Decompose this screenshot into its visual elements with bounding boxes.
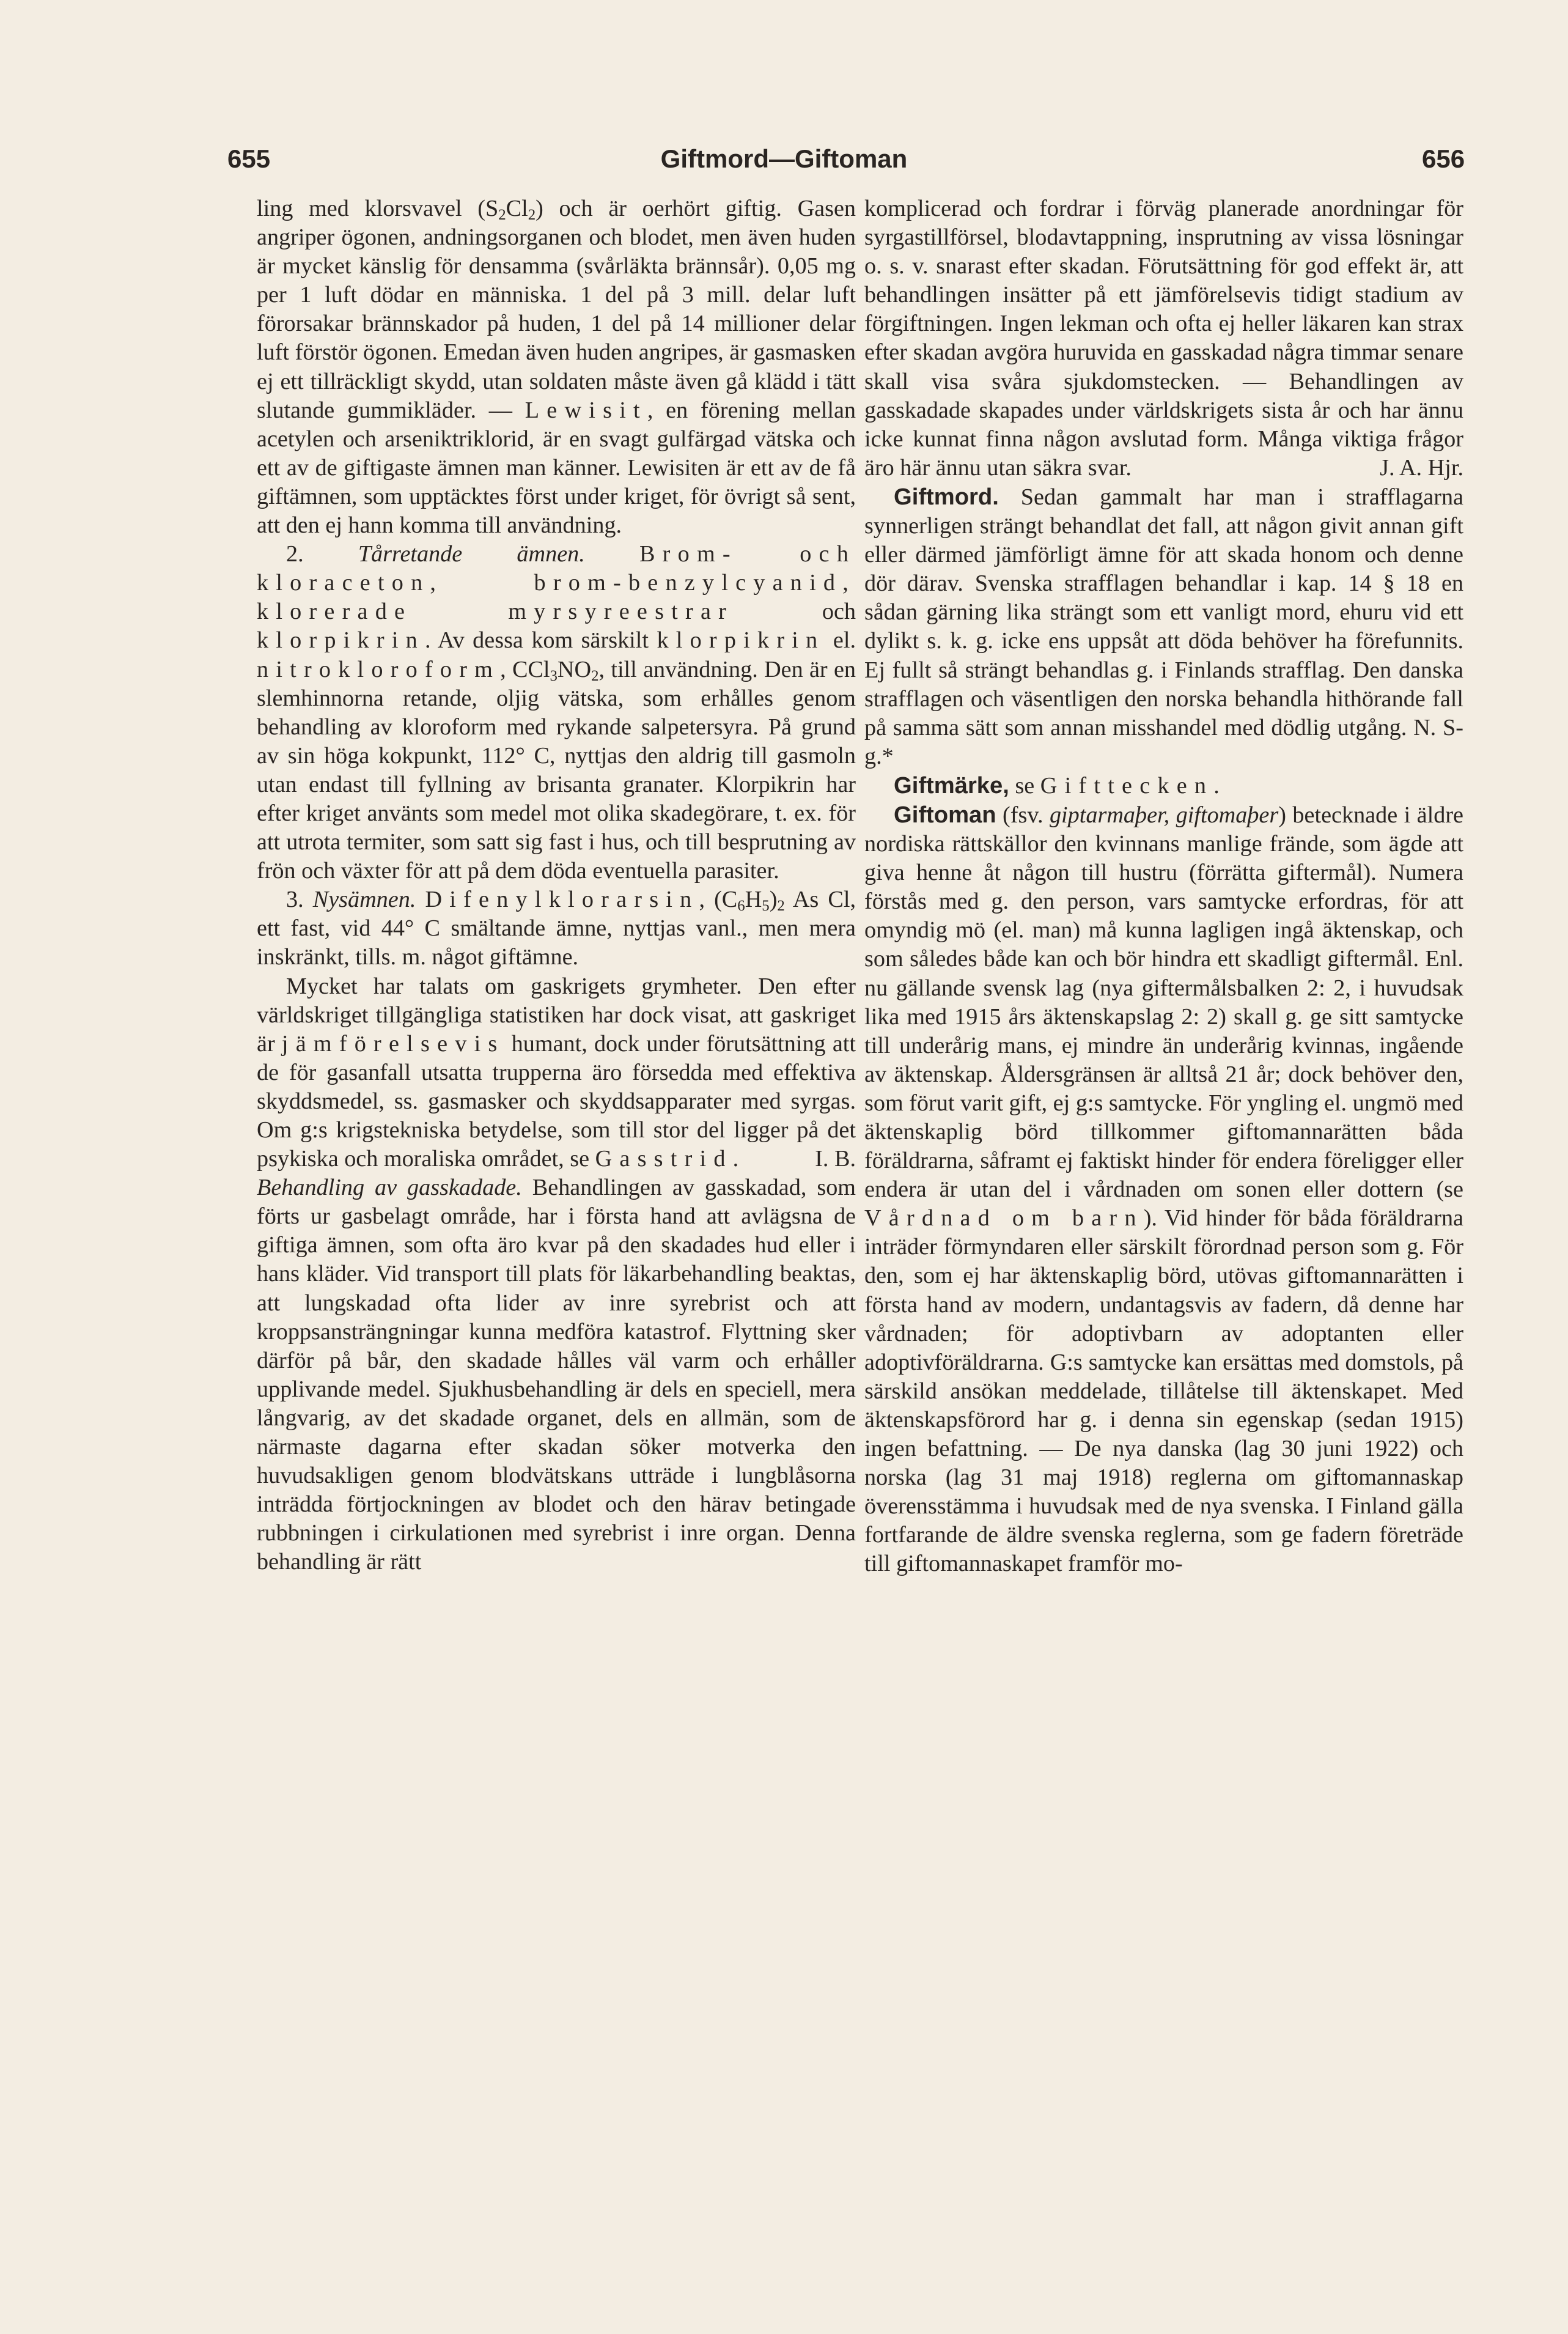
author-signature-nsg: N. S-g.* <box>864 714 1463 769</box>
entry-giftmord: Giftmord. Sedan gammalt har man i strafflagarna synnerligen strängt behandlat det fall, att någon givit annan gift eller därmed jämförligt ämne för att skada honom och denne dör därav. Svenska strafflagen behandlar i kap. 14 § 18 en sådan gärning lika strängt som ett vanligt mord, ehuru vid ett dylikt s. k. g. icke ens uppsåt att döda behöver ha förefunnits. Ej fullt så strängt behandlas g. i Finlands strafflag. Den danska strafflagen och väsentligen den norska behandla hithörande fall på samma sätt som annan misshandel med dödlig utgång. N. S-g.* <box>864 483 1463 769</box>
entry-giftoman: Giftoman (fsv. giptarmaþer, giftomaþer) betecknade i äldre nordiska rättskällor den kvinnans manlige frände, som ägde att giva henne åt någon till hustru (förrätta giftermål). Numera förstås med g. den person, vars samtycke erfordras, för att omyndig mö (el. man) må kunna lagligen ingå äktenskap, och som således både kan och bör hindra ett skadligt giftermål. Enl. nu gällande svensk lag (nya giftermålsbalken 2: 2, i huvudsak lika med 1915 års äktenskapslag 2: 2) skall g. ge sitt samtycke till underårig mans, ej mindre än underårig kvinnas, ingående av äktenskap. Åldersgränsen är alltså 21 år; dock behöver den, som förut varit gift, ej g:s samtycke. För yngling el. ungmö med äktenskaplig börd tillkommer giftomannarätten båda föräldrarna, såframt ej faktiskt hinder för endera föreligger eller endera är utan del i vårdnaden om sonen eller dottern (se Vårdnad om barn). Vid hinder för båda föräldrarna inträder förmyndaren eller särskilt förordnad person som g. För den, som ej har äktenskaplig börd, utövas giftomannarätten i första hand av modern, undantagsvis av fadern, då denne har vårdnaden; för adoptivbarn av adoptanten eller adoptivföräldrarna. G:s samtycke kan ersättas med domstols, på särskild ansökan meddelade, tillåtelse till äktenskapet. Med äktenskapsförord har g. i denna sin egenskap (sedan 1915) ingen befattning. — De nya danska (lag 30 juni 1922) och norska (lag 31 maj 1918) reglerna om giftomannaskap överensstämma i huvudsak med de nya svenska. I Finland gälla fortfarande de äldre svenska reglerna, som ge fadern företräde till giftomannaskapet framför mo- <box>864 801 1464 1577</box>
paragraph-gas-injury-treatment: Behandling av gasskadade. Behandlingen av gasskadad, som förts ur gasbelagt område, har i första hand att avlägsna de giftiga ämnen, som ofta äro kvar på den skadades hud eller i hans kläder. Vid transport till plats för läkarbehandling beaktas, att lungskadad ofta lider av inre syrebrist och att kroppsansträngningar kunna medföra katastrof. Flyttning sker därför på bår, den skadade hålles väl varm och erhåller upplivande medel. Sjukhusbehandling är dels en speciell, mera långvarig, av det skadade organet, dels en allmän, som de närmaste dagarna efter skadan söker motverka den huvudsakligen genom blodvätskans utträde i lungblåsorna inträdda förtjockningen av blodet och den härav betingade rubbningen i cirkulationen med syrebrist i inre organ. Denna behandling är rätt <box>257 1175 856 1575</box>
left-column <box>257 194 856 1577</box>
paragraph-treatment-continued: komplicerad och fordrar i förväg planerade anordningar för syrgastillförsel, blodavtappning, insprutning av vissa lösningar o. s. v. snarast efter skadan. Förutsättning för god effekt är, att behandlingen insätter på ett jämförelsevis tidigt stadium av förgiftningen. Ingen lekman och ofta ej heller läkaren kan strax efter skadan avgöra huruvida en gasskadad några timmar senare skall visa svåra sjukdomstecken. — Behandlingen av gasskadade skapades under världskrigets sista år och har ännu icke kunnat finna någon avslutad form. Många viktiga frågor äro här ännu utan säkra svar. J. A. Hjr. <box>864 194 1463 482</box>
headword-giftmord: Giftmord. <box>894 483 999 510</box>
page-number-right: 656 <box>1422 144 1465 173</box>
paragraph-gas-war-cruelty: Mycket har talats om gaskrigets grymheter. Den efter världskriget tillgängliga statistiken har dock visat, att gaskriget är jämförelsevis humant, dock under förutsättning att de för gasanfall utsatta trupperna äro försedda med effektiva skyddsmedel, ss. gasmasker och skyddsapparater med syrgas. Om g:s krigstekniska betydelse, som till stor del ligger på det psykiska och moraliska området, se Gasstrid. I. B. <box>257 972 856 1174</box>
headword-giftmarke: Giftmärke, <box>894 772 1009 799</box>
running-head: Giftmord—Giftoman <box>660 144 908 173</box>
section-title-treatment: Behandling av gasskadade. <box>257 1175 522 1201</box>
page-header <box>0 0 1568 196</box>
author-signature-ib: I. B. <box>815 1146 856 1172</box>
section-title-tear-agents: Tårretande ämnen. <box>358 541 585 567</box>
section-title-sneeze-agents: Nysämnen. <box>312 887 416 913</box>
paragraph-sneeze-agents: 3. Nysämnen. Difenylklorarsin, $(C_6H_5)_2$ As Cl, ett fast, vid 44° C smältande ämne, nyttjas vanl., men mera inskränkt, tills. m. något giftämne. <box>257 887 856 970</box>
author-signature-jahjr: J. A. Hjr. <box>1380 454 1463 481</box>
headword-giftoman: Giftoman <box>894 801 996 828</box>
paragraph-chlorine-compounds: ling med klorsvavel $(S_2Cl_2)$ och är oerhört giftig. Gasen angriper ögonen, andningsorganen och blodet, men även huden är mycket känslig för densamma (svårläkta brännsår). 0,05 mg per 1 luft dödar en människa. 1 del på 3 mill. delar luft förorsakar brännskador på huden, 1 del på 14 millioner delar luft förstör ögonen. Emedan även huden angripes, är gasmasken ej ett tillräckligt skydd, utan soldaten måste även gå klädd i tätt slutande gummikläder. — Lewisit, en förening mellan acetylen och arseniktriklorid, är en svagt gulfärgad vätska och ett av de giftigaste ämnen man känner. Lewisiten är ett av de få giftämnen, som upptäcktes först under kriget, för övrigt så sent, att den ej hann komma till användning. <box>257 196 856 539</box>
cross-reference-vardnad: Vårdnad om barn <box>864 1205 1144 1232</box>
cross-reference-gasstrid: Gasstrid <box>595 1146 733 1172</box>
page-number-left: 655 <box>227 144 271 173</box>
cross-reference-gifttecken: Gifttecken <box>1040 772 1214 799</box>
entry-giftmarke: Giftmärke, se Gifttecken. <box>894 772 1220 799</box>
term-lewisit: Lewisit <box>525 397 647 423</box>
right-column <box>864 194 1463 1579</box>
paragraph-tear-agents: 2. Tårretande ämnen. Brom- och kloraceton, brom-benzylcyanid, klorerade myrsyreestrar och klorpikrin. Av dessa kom särskilt klorpikrin el. nitrokloroform, $CCl_3NO_2$, till användning. Den är en slemhinnorna retande, oljig vätska, som erhålles genom behandling av kloroform med rykande salpetersyra. På grund av sin höga kokpunkt, 112° C, nyttjas den aldrig till gasmoln utan endast till fyllning av brisanta granater. Klorpikrin har efter kriget använts som medel mot olika skadegörare, t. ex. för att utrota termiter, som satt sig fast i hus, och till besprutning av frön och växter för att på dem döda eventuella parasiter. <box>257 541 856 884</box>
